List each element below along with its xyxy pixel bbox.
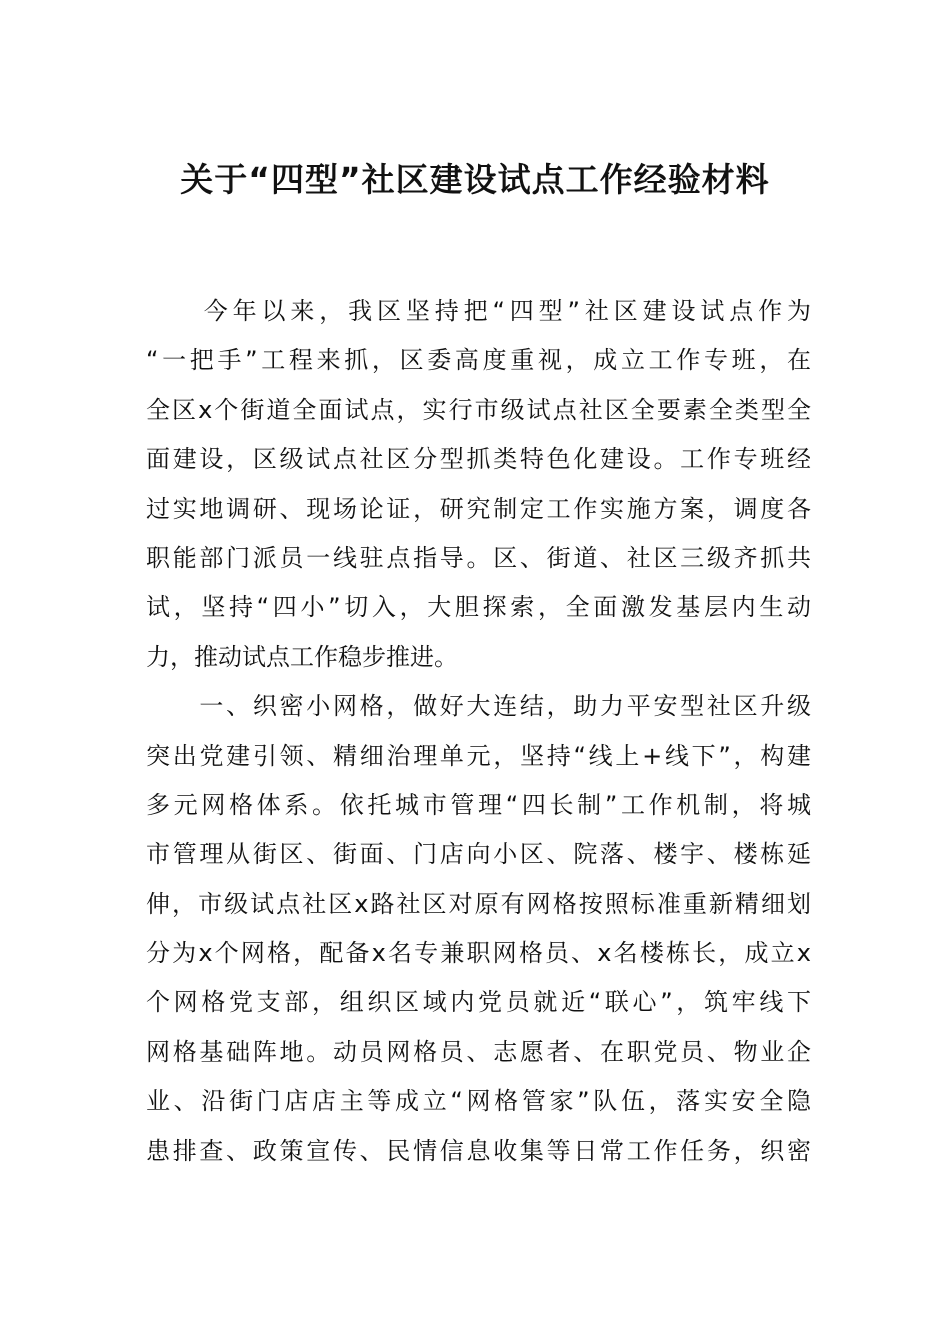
body-line: 伸，市级试点社区x路社区对原有网格按照标准重新精细划 bbox=[146, 889, 811, 918]
body-line: 分为x个网格，配备x名专兼职网格员、x名楼栋长，成立x bbox=[146, 939, 811, 968]
body-line: 全区x个街道全面试点，实行市级试点社区全要素全类型全 bbox=[146, 395, 811, 424]
body-line: “一把手”工程来抓，区委高度重视，成立工作专班，在 bbox=[146, 346, 811, 375]
body-line: 力，推动试点工作稳步推进。 bbox=[146, 642, 458, 671]
body-line: 突出党建引领、精细治理单元，坚持“线上+线下”，构建 bbox=[146, 741, 811, 770]
body-line: 职能部门派员一线驻点指导。区、街道、社区三级齐抓共 bbox=[146, 543, 811, 572]
section-heading: 一、织密小网格，做好大连结，助力平安型社区升级 bbox=[146, 692, 811, 721]
body-line: 试，坚持“四小”切入，大胆探索，全面激发基层内生动 bbox=[146, 593, 811, 622]
body-line: 多元网格体系。依托城市管理“四长制”工作机制，将城 bbox=[146, 790, 811, 819]
body-line: 面建设，区级试点社区分型抓类特色化建设。工作专班经 bbox=[146, 445, 811, 474]
body-line: 市管理从街区、街面、门店向小区、院落、楼宇、楼栋延 bbox=[146, 840, 811, 869]
body-line: 今年以来，我区坚持把“四型”社区建设试点作为 bbox=[146, 297, 811, 325]
body-line: 患排查、政策宣传、民情信息收集等日常工作任务，织密 bbox=[146, 1136, 811, 1165]
body-line: 业、沿街门店店主等成立“网格管家”队伍，落实安全隐 bbox=[146, 1087, 811, 1116]
body-line: 过实地调研、现场论证，研究制定工作实施方案，调度各 bbox=[146, 494, 811, 523]
body-line: 个网格党支部，组织区域内党员就近“联心”，筑牢线下 bbox=[146, 988, 811, 1017]
document-body bbox=[146, 287, 811, 1176]
body-line: 网格基础阵地。动员网格员、志愿者、在职党员、物业企 bbox=[146, 1037, 811, 1066]
document-title: 关于“四型”社区建设试点工作经验材料 bbox=[180, 160, 770, 199]
